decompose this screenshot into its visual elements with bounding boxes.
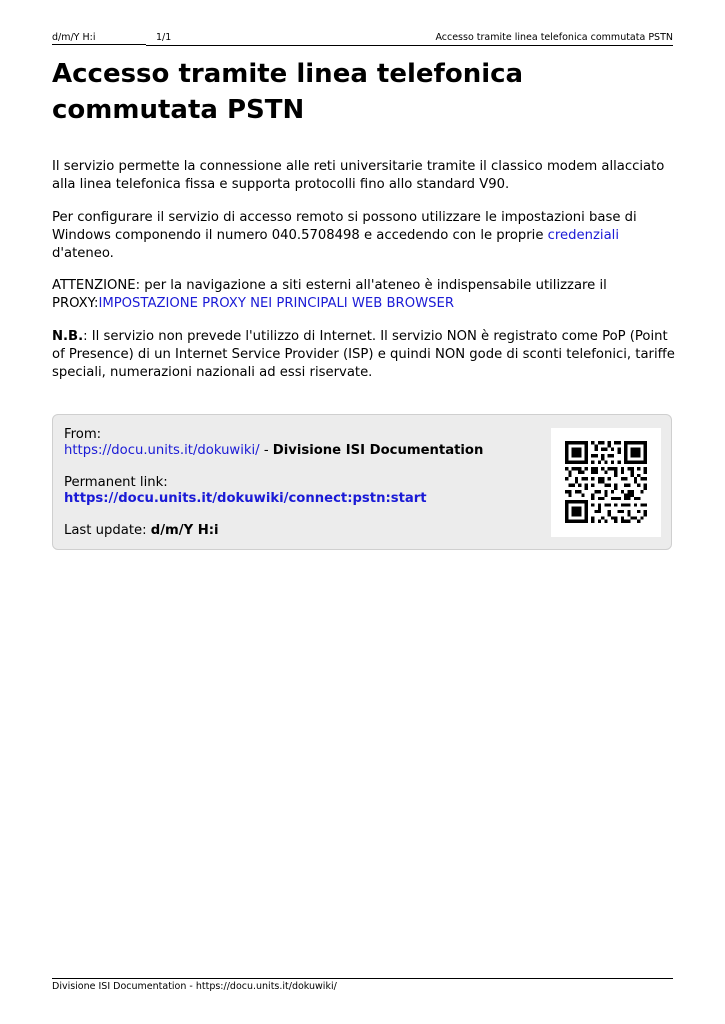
from-separator: -	[259, 443, 273, 458]
paragraph-service: Il servizio permette la connessione alle reti universitarie tramite il classico modem allacciato alla linea telefonica fissa e supporta protocolli fino allo standard V90.	[52, 159, 665, 192]
qr-code	[551, 428, 661, 537]
from-block	[64, 427, 483, 459]
paragraph-attention	[52, 277, 677, 313]
footer-text: Divisione ISI Documentation - https://docu.units.it/dokuwiki/	[52, 981, 337, 992]
info-box-text	[64, 427, 483, 555]
page-content	[52, 158, 677, 396]
page-title: Accesso tramite linea telefonica commutata PSTN	[52, 59, 524, 125]
permalink-label: Permanent link:	[64, 475, 168, 490]
last-update-value: d/m/Y H:i	[150, 523, 219, 538]
paragraph-note	[52, 328, 677, 382]
credenziali-link[interactable]: credenziali	[547, 227, 619, 243]
from-label: From:	[64, 427, 102, 442]
permalink-block	[64, 475, 483, 507]
note-label: N.B.	[52, 328, 84, 344]
paragraph-attention-text: ATTENZIONE: per la navigazione a siti esterni all'ateneo è indispensabile utilizzare il PROXY:	[52, 278, 607, 311]
info-box	[52, 414, 672, 550]
from-site-name: Divisione ISI Documentation	[272, 443, 484, 458]
page-header	[52, 32, 673, 45]
paragraph-note-text: : Il servizio non prevede l'utilizzo di Internet. Il servizio NON è registrato come PoP (Point of Presence) di un Internet Service Provider (ISP) e quindi NON gode di sconti telefonici, tariffe speciali, numerazioni nazionali ad essi riservate.	[52, 328, 675, 380]
qr-code-icon	[565, 441, 647, 523]
permalink-link[interactable]	[64, 491, 427, 506]
from-link[interactable]: https://docu.units.it/dokuwiki/	[64, 443, 260, 458]
header-date: d/m/Y H:i	[52, 32, 96, 43]
header-rule-right	[146, 45, 673, 46]
page-footer	[52, 978, 673, 992]
paragraph-configuration-tail: d'ateneo.	[52, 245, 114, 261]
header-page-number: 1/1	[156, 32, 172, 43]
paragraph-configuration-text: Per configurare il servizio di accesso remoto si possono utilizzare le impostazioni base di Windows componendo il numero 040.5708498 e accedendo con le proprie	[52, 209, 637, 243]
paragraph-configuration	[52, 209, 677, 263]
header-title: Accesso tramite linea telefonica commutata PSTN	[435, 32, 673, 43]
permalink-url: https://docu.units.it/dokuwiki/connect:pstn:start	[64, 491, 427, 506]
header-rule-left	[52, 44, 146, 45]
proxy-settings-link[interactable]: IMPOSTAZIONE PROXY NEI PRINCIPALI WEB BROWSER	[98, 296, 454, 311]
last-update-block	[64, 523, 483, 539]
last-update-label: Last update:	[64, 523, 151, 538]
